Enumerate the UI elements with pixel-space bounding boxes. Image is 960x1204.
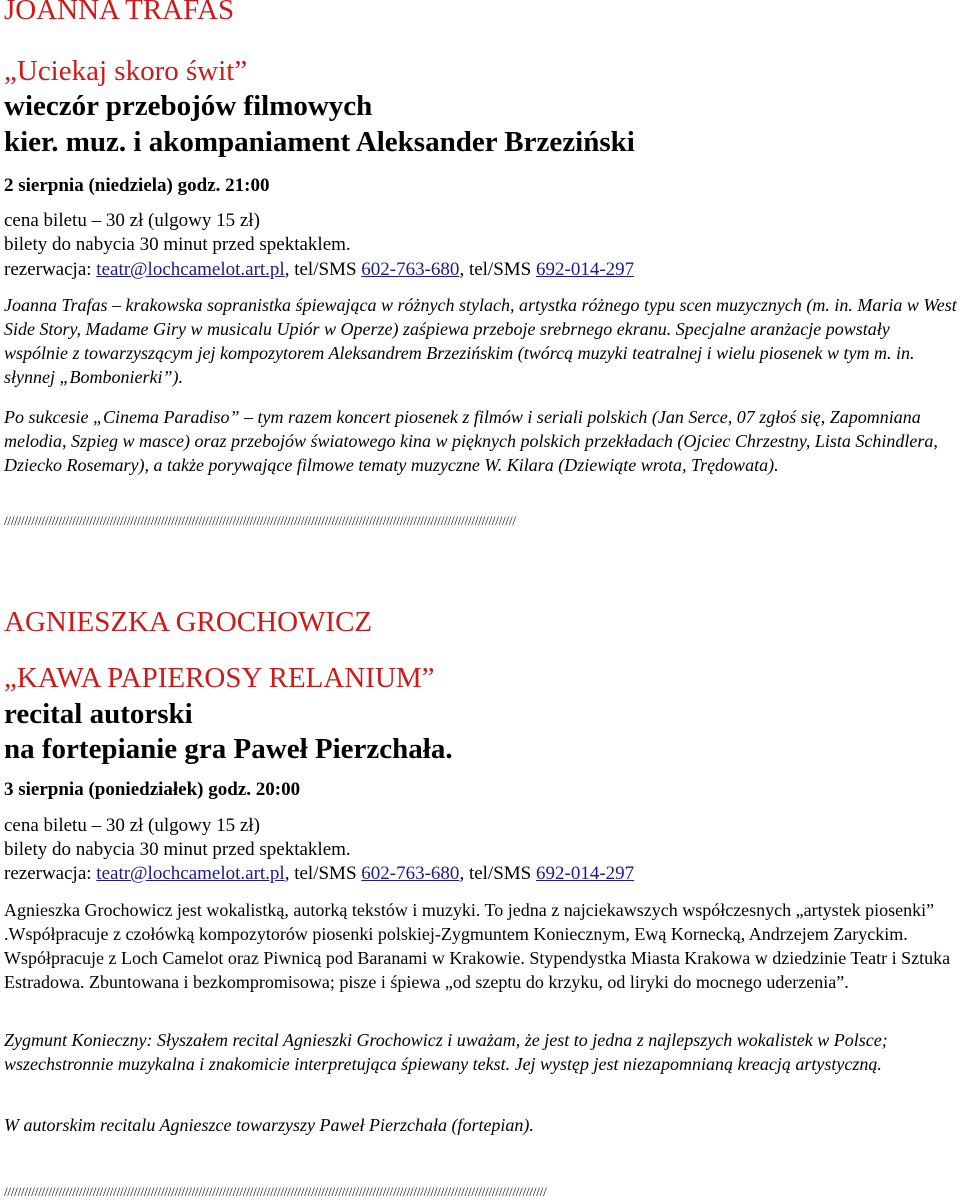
event1-date: 2 sierpnia (niedziela) godz. 21:00 [4,175,270,196]
phone-link-2[interactable]: 692-014-297 [536,863,635,884]
email-link[interactable]: teatr@lochcamelot.art.pl [96,863,285,884]
event1-description-2: Po sukcesie „Cinema Paradiso” – tym razem koncert piosenek z filmów i seriali polskich (Jan Serce, 07 zgłoś się, Zapomniana melodia, Szpieg w masce) oraz przebojów światowego kina w pięknych polskich przekładach (Ojciec Chrzestny, Lista Schindlera, Dziecko Rosemary), a także porywające filmowe tematy muzyczne W. Kilara (Dziewiąte wrota, Trędowata). [4,407,938,475]
event1-performer: JOANNA TRAFAS [4,0,235,26]
phone-link-2[interactable]: 692-014-297 [536,259,635,280]
event2-date: 3 sierpnia (poniedziałek) godz. 20:00 [4,779,301,800]
event2-title: „KAWA PAPIEROSY RELANIUM” [4,662,435,694]
phone-link-1[interactable]: 602-763-680 [361,863,460,884]
tel-label: , tel/SMS [459,259,536,280]
event2-performer: AGNIESZKA GROCHOWICZ [4,606,373,638]
event2-quote: Zygmunt Konieczny: Słyszałem recital Agnieszki Grochowicz i uważam, że jest to jedna z najlepszych wokalistek w Polsce; wszechstronnie muzykalna i znakomicie interpretująca śpiewany tekst. Jej występ jest niezapomnianą kreacją artystyczną. [4,1030,888,1074]
tel-label: , tel/SMS [459,863,536,884]
separator: /////////////////////////////////////////////////////////////////////////////////////////////////////////////////////////////////////////////////////////////// [4,1184,547,1199]
event2-description: Agnieszka Grochowicz jest wokalistką, autorką tekstów i muzyki. To jedna z najciekawszych współczesnych „artystek piosenki” .Współpracuje z czołówką kompozytorów piosenki polskiej-Zygmuntem Koniecznym, Ewą Kornecką, Andrzejem Zaryckim. Współpracuje z Loch Camelot oraz Piwnicą pod Baranami w Krakowie. Stypendystka Miasta Krakowa w dziedzinie Teatr i Sztuka Estradowa. Zbuntowana i bezkompromisowa; pisze i śpiewa „od szeptu do krzyku, od liryki do mocnego uderzenia”. [4,900,951,992]
event2-price: cena biletu – 30 zł (ulgowy 15 zł) [4,815,260,836]
event1-price: cena biletu – 30 zł (ulgowy 15 zł) [4,210,260,231]
reservation-label: rezerwacja: [4,259,97,280]
separator: ////////////////////////////////////////////////////////////////////////////////////////////////////////////////////////////////////////////////////// [4,513,516,528]
event1-reservation [4,259,634,281]
event1-title: „Uciekaj skoro świt” [4,55,248,87]
event2-reservation [4,863,634,885]
tel-label: , tel/SMS [284,259,362,280]
reservation-label: rezerwacja: [4,863,97,884]
event1-description: Joanna Trafas – krakowska sopranistka śpiewająca w różnych stylach, artystka różnego typu scen muzycznych (m. in. Maria w West Side Story, Madame Giry w musicalu Upiór w Operze) zaśpiewa przeboje srebrnego ekranu. Specjalne aranżacje powstały wspólnie z towarzyszącym jej kompozytorem Aleksandrem Brzezińskim (twórcą muzyki teatralnej i wielu piosenek w tym m. in. słynnej „Bombonierki”). [4,295,957,387]
event1-tickets: bilety do nabycia 30 minut przed spektaklem. [4,234,351,255]
event1-director: kier. muz. i akompaniament Aleksander Brzeziński [4,126,635,158]
email-link[interactable]: teatr@lochcamelot.art.pl [96,259,285,280]
event2-tickets: bilety do nabycia 30 minut przed spektaklem. [4,839,351,860]
event1-subtitle: wieczór przebojów filmowych [4,90,373,122]
event2-note: W autorskim recitalu Agnieszce towarzyszy Paweł Pierzchała (fortepian). [4,1115,534,1135]
event2-pianist: na fortepianie gra Paweł Pierzchała. [4,733,453,765]
event2-subtitle: recital autorski [4,698,193,730]
tel-label: , tel/SMS [284,863,362,884]
phone-link-1[interactable]: 602-763-680 [361,259,460,280]
